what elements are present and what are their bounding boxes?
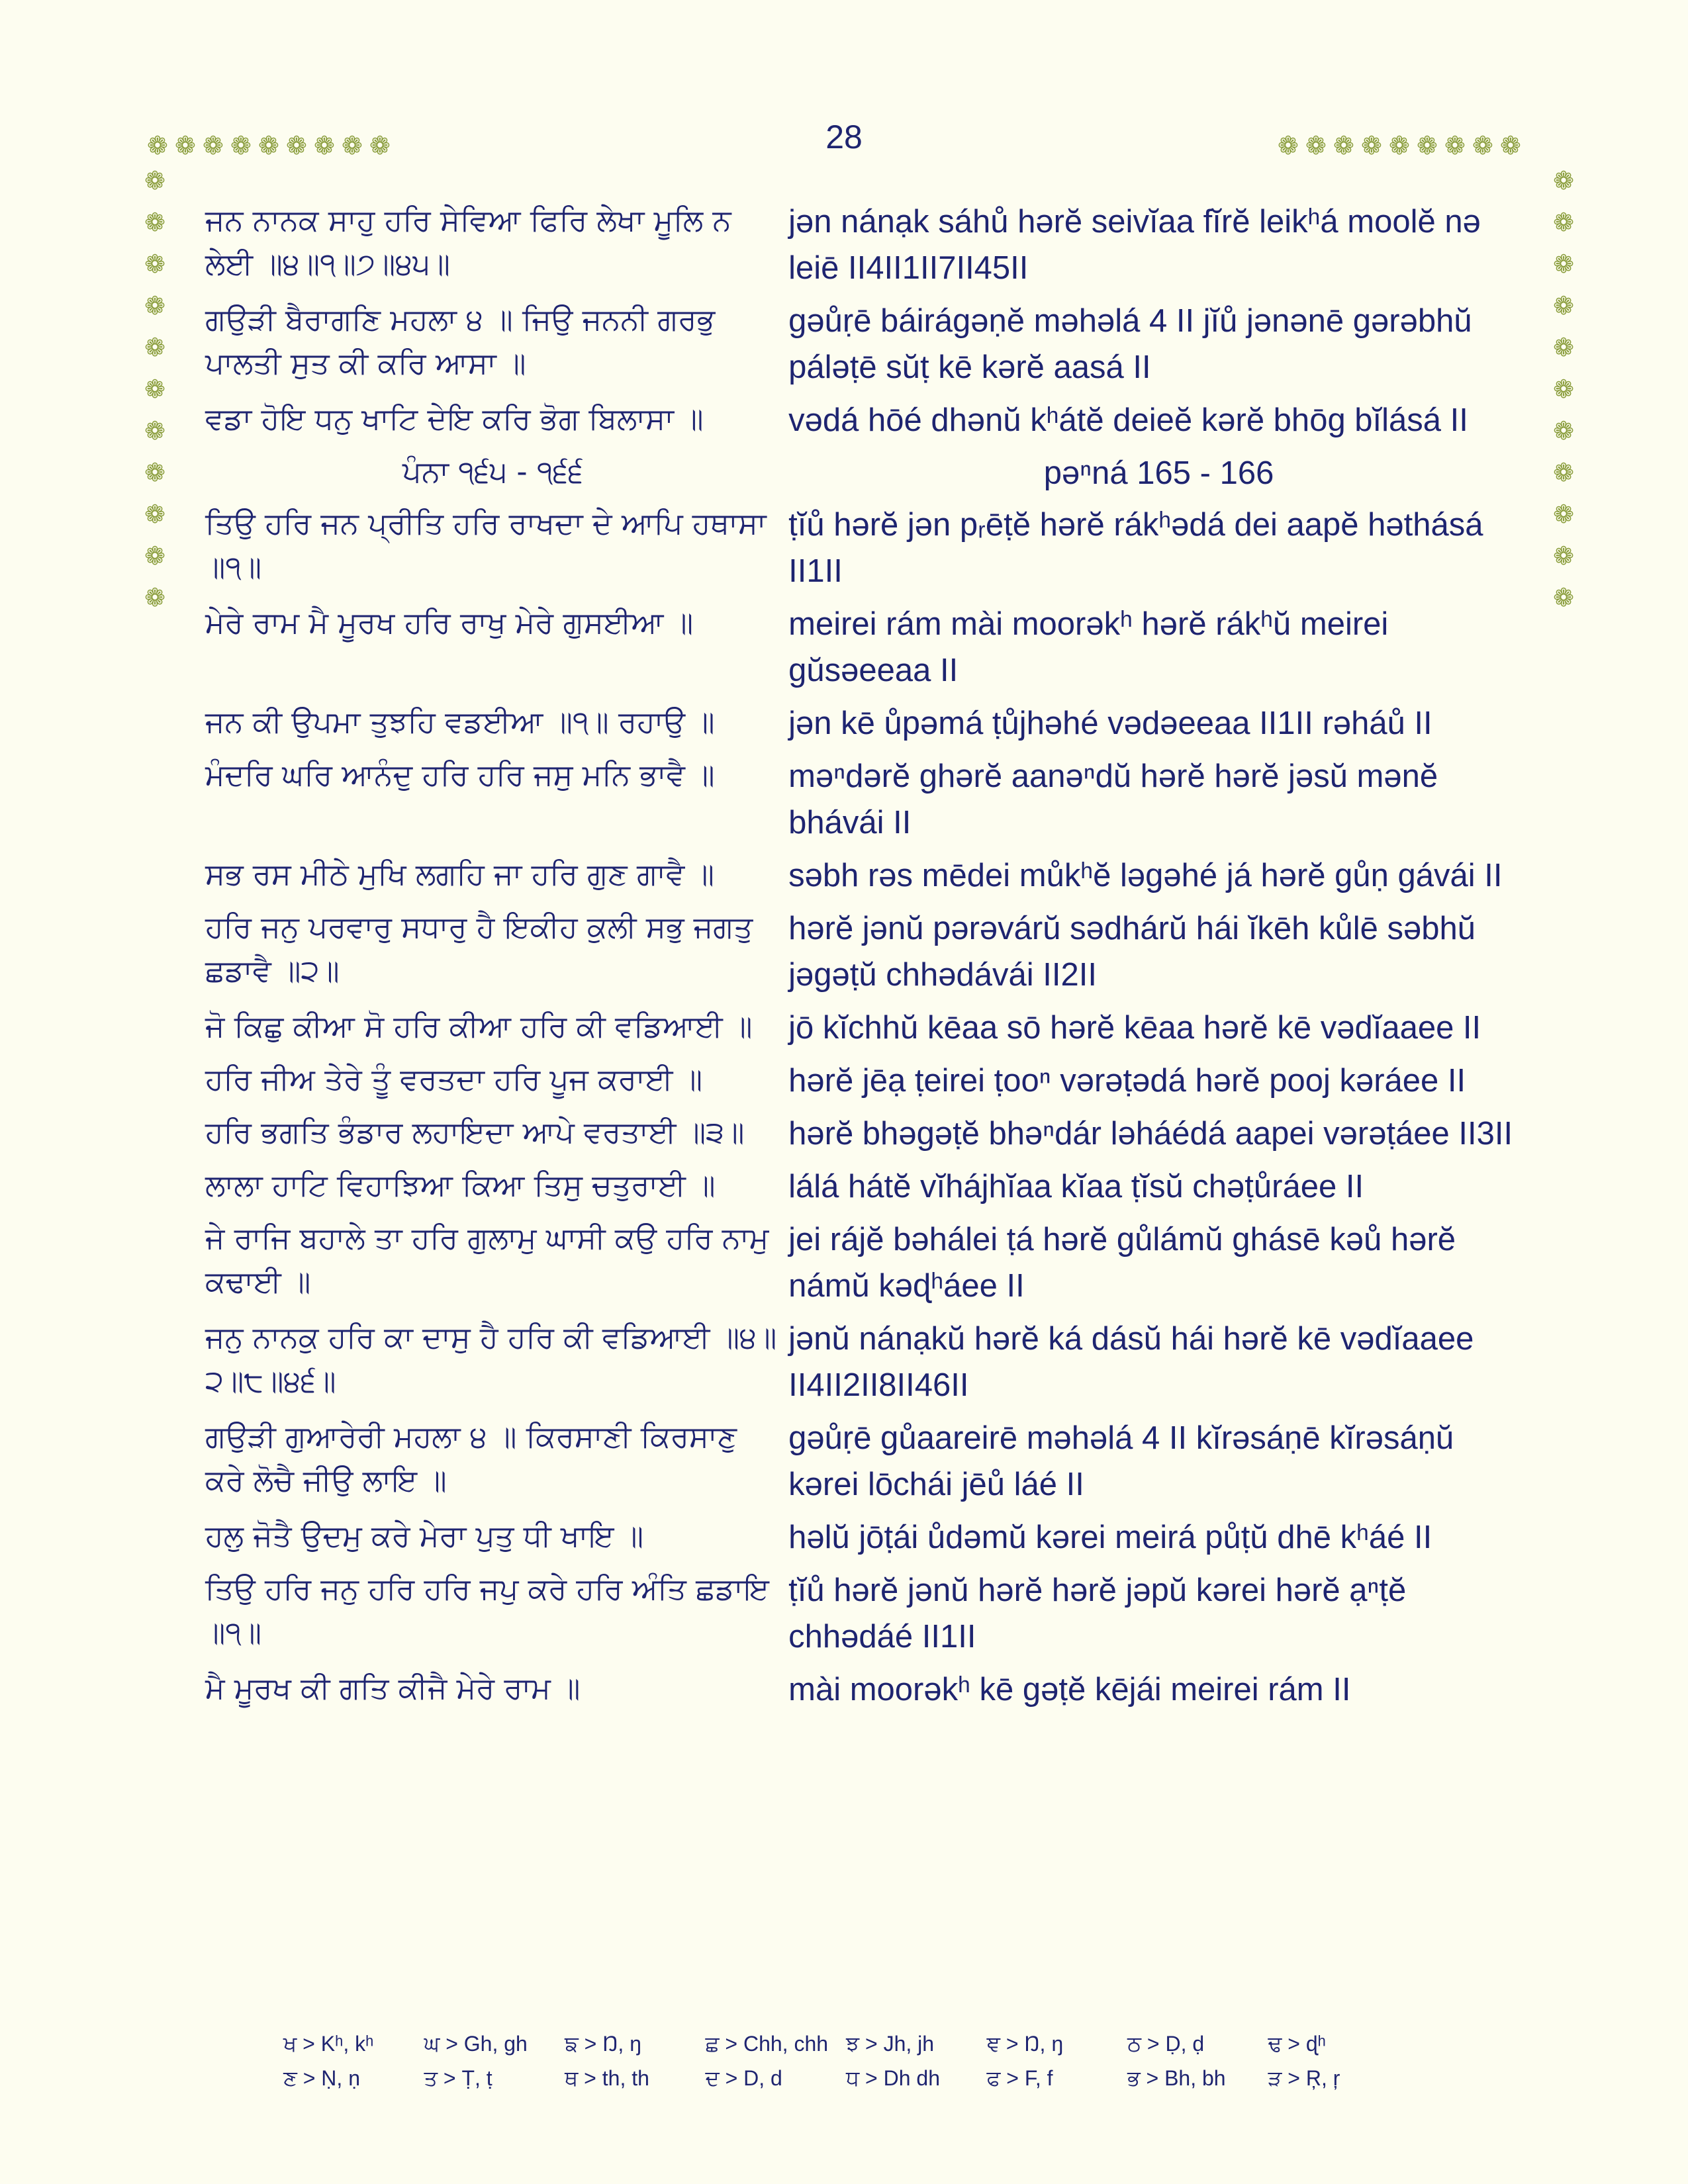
transliteration-text: hərĕ jēạ ṭeirei ṭooⁿ vərəṭədá hərĕ pooj kəráee II bbox=[788, 1063, 1466, 1099]
verse-row bbox=[205, 397, 1529, 443]
gurmukhi-text: ਜਨੁ ਨਾਨਕੁ ਹਰਿ ਕਾ ਦਾਸੁ ਹੈ ਹਰਿ ਕੀ ਵਡਿਆਈ ॥੪॥੨॥੮॥੪੬॥ bbox=[205, 1320, 777, 1398]
verse-row bbox=[205, 1415, 1529, 1508]
flower-ornament-icon: ❁ bbox=[1472, 132, 1503, 160]
legend-item: ੜ > Ŗ, ŗ bbox=[1268, 2066, 1340, 2090]
gurmukhi-text: ਜਨ ਕੀ ਉਪਮਾ ਤੁਝਹਿ ਵਡਈਆ ॥੧॥ ਰਹਾਉ ॥ bbox=[205, 704, 715, 739]
legend-row bbox=[283, 2026, 1409, 2061]
gurmukhi-text: ਲਾਲਾ ਹਾਟਿ ਵਿਹਾਝਿਆ ਕਿਆ ਤਿਸੁ ਚਤੁਰਾਈ ॥ bbox=[205, 1167, 716, 1203]
verse-row bbox=[205, 905, 1529, 998]
transliteration-text: ṭĭů hərĕ jən pᵣēṭĕ hərĕ rákʰədá dei aapĕ həthásá II1II bbox=[788, 507, 1483, 589]
legend-item: ਭ > Bh, bh bbox=[1127, 2066, 1226, 2090]
flower-ornament-icon: ❁ bbox=[144, 459, 165, 487]
gurmukhi-text: ਹਲੁ ਜੋਤੈ ਉਦਮੁ ਕਰੇ ਮੇਰਾ ਪੁਤੁ ਧੀ ਖਾਇ ॥ bbox=[205, 1518, 644, 1553]
gurmukhi-text: ਮੈ ਮੂਰਖ ਕੀ ਗਤਿ ਕੀਜੈ ਮੇਰੇ ਰਾਮ ॥ bbox=[205, 1670, 581, 1706]
transliteration-text: jən nánạk sáhů hərĕ seivĭaa fĭrĕ leikʰá moolĕ nə leiē II4II1II7II45II bbox=[788, 204, 1481, 286]
legend-item: ਣ > Ṇ, ṇ bbox=[283, 2066, 360, 2090]
gurmukhi-text: ਪੰਨਾ ੧੬੫ - ੧੬੬ bbox=[402, 454, 584, 489]
transliteration-text: səbh rəs mēdei můkʰĕ ləgəhé já hərĕ gůṇ gávái II bbox=[788, 858, 1503, 893]
flower-ornament-icon: ❁ bbox=[1553, 459, 1574, 487]
left-ornament-border bbox=[140, 169, 169, 627]
legend-item: ਞ > Ŋ, ŋ bbox=[986, 2032, 1064, 2056]
flower-ornament-icon: ❁ bbox=[144, 418, 165, 445]
transliteration-text: pəⁿná 165 - 166 bbox=[1043, 455, 1274, 491]
flower-ornament-icon: ❁ bbox=[144, 293, 165, 320]
flower-ornament-icon: ❁ bbox=[230, 132, 261, 160]
flower-ornament-icon: ❁ bbox=[144, 251, 165, 279]
flower-ornament-icon: ❁ bbox=[175, 132, 205, 160]
flower-ornament-icon: ❁ bbox=[144, 376, 165, 404]
verse-row bbox=[205, 1058, 1529, 1104]
transliteration-text: hərĕ bhəgəṭĕ bhəⁿdár ləháédá aapei vərəṭáee II3II bbox=[788, 1116, 1513, 1152]
flower-ornament-icon: ❁ bbox=[1553, 543, 1574, 570]
verse-row bbox=[205, 1666, 1529, 1713]
transliteration-text: lálá hátĕ vĭhájhĭaa kĭaa ṭĭsŭ chəṭůráee II bbox=[788, 1169, 1364, 1205]
gurmukhi-text: ਗਉੜੀ ਬੈਰਾਗਣਿ ਮਹਲਾ ੪ ॥ ਜਿਉ ਜਨਨੀ ਗਰਭੁ ਪਾਲਤੀ ਸੁਤ ਕੀ ਕਰਿ ਆਸਾ ॥ bbox=[205, 302, 716, 381]
flower-ornament-icon: ❁ bbox=[1553, 251, 1574, 279]
legend-item: ਢ > ɖʰ bbox=[1268, 2032, 1326, 2056]
flower-ornament-icon: ❁ bbox=[1553, 376, 1574, 404]
transliteration-text: hərĕ jənŭ pərəvárŭ sədhárŭ hái ĭkēh kůlē səbhŭ jəgəṭŭ chhədávái II2II bbox=[788, 911, 1476, 993]
flower-ornament-icon: ❁ bbox=[1278, 132, 1308, 160]
legend-item: ਥ > th, th bbox=[565, 2066, 649, 2090]
flower-ornament-icon: ❁ bbox=[258, 132, 289, 160]
verse-row bbox=[205, 1111, 1529, 1157]
gurmukhi-text: ਗਉੜੀ ਗੁਆਰੇਰੀ ਮਹਲਾ ੪ ॥ ਕਿਰਸਾਣੀ ਕਿਰਸਾਣੁ ਕਰੇ ਲੋਚੈ ਜੀਉ ਲਾਇ ॥ bbox=[205, 1419, 737, 1498]
gurmukhi-text: ਮੇਰੇ ਰਾਮ ਮੈ ਮੂਰਖ ਹਰਿ ਰਾਖੁ ਮੇਰੇ ਗੁਸਈਆ ॥ bbox=[205, 605, 694, 640]
flower-ornament-icon: ❁ bbox=[1553, 584, 1574, 612]
flower-ornament-icon: ❁ bbox=[342, 132, 372, 160]
flower-ornament-icon: ❁ bbox=[1333, 132, 1364, 160]
flower-ornament-icon: ❁ bbox=[1553, 501, 1574, 529]
verse-row bbox=[205, 753, 1529, 846]
transliteration-text: gəůṛē báirágəṇĕ məhəlá 4 II jĭů jənənē gərəbhŭ páləṭē sŭṭ kē kərĕ aasá II bbox=[788, 303, 1472, 385]
transliteration-text: vədá hōé dhənŭ kʰátĕ deieĕ kərĕ bhōg bĭlásá II bbox=[788, 402, 1468, 438]
legend-item: ਫ > F, f bbox=[986, 2066, 1053, 2090]
transliteration-text: jən kē ůpəmá ṭůjhəhé vədəeeaa II1II rəháů II bbox=[788, 705, 1432, 741]
verse-row bbox=[205, 1567, 1529, 1660]
flower-ornament-icon: ❁ bbox=[314, 132, 344, 160]
verse-row bbox=[205, 298, 1529, 390]
legend-item: ਝ > Jh, jh bbox=[846, 2032, 935, 2056]
verse-row bbox=[205, 700, 1529, 747]
flower-ornament-icon: ❁ bbox=[1444, 132, 1475, 160]
flower-ornament-icon: ❁ bbox=[203, 132, 233, 160]
gurmukhi-text: ਸਭ ਰਸ ਮੀਠੇ ਮੁਖਿ ਲਗਹਿ ਜਾ ਹਰਿ ਗੁਣ ਗਾਵੈ ॥ bbox=[205, 856, 714, 891]
page-number: 28 bbox=[825, 118, 863, 156]
transliteration-text: meirei rám mài moorəkʰ hərĕ rákʰŭ meirei gŭsəeeaa II bbox=[788, 606, 1389, 688]
legend-item: ਛ > Chh, chh bbox=[705, 2032, 829, 2056]
flower-ornament-icon: ❁ bbox=[144, 584, 165, 612]
top-left-ornament-border bbox=[147, 132, 400, 160]
gurmukhi-text: ਹਰਿ ਜਨੁ ਪਰਵਾਰੁ ਸਧਾਰੁ ਹੈ ਇਕੀਹ ਕੁਲੀ ਸਭੁ ਜਗਤੁ ਛਡਾਵੈ ॥੨॥ bbox=[205, 909, 753, 988]
gurmukhi-text: ਮੰਦਰਿ ਘਰਿ ਆਨੰਦੁ ਹਰਿ ਹਰਿ ਜਸੁ ਮਨਿ ਭਾਵੈ ॥ bbox=[205, 757, 715, 792]
transliteration-text: gəůṛē gůaareirē məhəlá 4 II kĭrəsáṇē kĭrəsáṇŭ kərei lōchái jēů láé II bbox=[788, 1420, 1454, 1502]
legend-row bbox=[283, 2061, 1409, 2095]
verse-row bbox=[205, 1005, 1529, 1051]
flower-ornament-icon: ❁ bbox=[144, 501, 165, 529]
flower-ornament-icon: ❁ bbox=[144, 543, 165, 570]
legend-item: ਤ > Ṭ, ṭ bbox=[424, 2066, 492, 2090]
flower-ornament-icon: ❁ bbox=[1553, 167, 1574, 195]
legend-item: ਦ > D, d bbox=[705, 2066, 782, 2090]
verse-row bbox=[205, 502, 1529, 594]
verse-table bbox=[205, 199, 1529, 1719]
top-right-ornament-border bbox=[1278, 134, 1528, 159]
gurmukhi-text: ਜੇ ਰਾਜਿ ਬਹਾਲੇ ਤਾ ਹਰਿ ਗੁਲਾਮੁ ਘਾਸੀ ਕਉ ਹਰਿ ਨਾਮੁ ਕਢਾਈ ॥ bbox=[205, 1220, 769, 1299]
flower-ornament-icon: ❁ bbox=[1305, 132, 1336, 160]
verse-row bbox=[205, 1216, 1529, 1309]
transliteration-text: jei rájĕ bəhálei ṭá hərĕ gůlámŭ ghásē kəů hərĕ námŭ kəɖʰáee II bbox=[788, 1222, 1456, 1304]
flower-ornament-icon: ❁ bbox=[1553, 418, 1574, 445]
right-ornament-border bbox=[1549, 169, 1578, 627]
flower-ornament-icon: ❁ bbox=[1389, 132, 1419, 160]
flower-ornament-icon: ❁ bbox=[1500, 132, 1530, 160]
gurmukhi-text: ਹਰਿ ਭਗਤਿ ਭੰਡਾਰ ਲਹਾਇਦਾ ਆਪੇ ਵਰਤਾਈ ॥੩॥ bbox=[205, 1115, 745, 1150]
page-range-heading bbox=[205, 450, 1529, 496]
flower-ornament-icon: ❁ bbox=[1553, 293, 1574, 320]
flower-ornament-icon: ❁ bbox=[1361, 132, 1391, 160]
transliteration-text: mài moorəkʰ kē gəṭĕ kējái meirei rám II bbox=[788, 1672, 1351, 1707]
legend-item: ਘ > Gh, gh bbox=[424, 2032, 528, 2056]
verse-row bbox=[205, 1163, 1529, 1210]
flower-ornament-icon: ❁ bbox=[1553, 209, 1574, 237]
transliteration-text: jō kĭchhŭ kēaa sō hərĕ kēaa hərĕ kē vədĭaaee II bbox=[788, 1010, 1481, 1046]
flower-ornament-icon: ❁ bbox=[147, 132, 177, 160]
transliteration-legend bbox=[283, 2026, 1409, 2095]
flower-ornament-icon: ❁ bbox=[369, 132, 400, 160]
flower-ornament-icon: ❁ bbox=[144, 167, 165, 195]
legend-item: ਧ > Dh dh bbox=[846, 2066, 941, 2090]
verse-row bbox=[205, 601, 1529, 694]
legend-item: ਠ > Ḍ, ḍ bbox=[1127, 2032, 1205, 2056]
verse-row bbox=[205, 1316, 1529, 1408]
transliteration-text: məⁿdərĕ ghərĕ aanəⁿdŭ hərĕ hərĕ jəsŭ mənĕ bhávái II bbox=[788, 758, 1438, 841]
legend-item: ਙ > Ŋ, ŋ bbox=[565, 2032, 641, 2056]
gurmukhi-text: ਵਡਾ ਹੋਇ ਧਨੁ ਖਾਟਿ ਦੇਇ ਕਰਿ ਭੋਗ ਬਿਲਾਸਾ ॥ bbox=[205, 401, 704, 436]
transliteration-text: həlŭ jōṭái ůdəmŭ kərei meirá půṭŭ dhē kʰáé II bbox=[788, 1520, 1432, 1555]
transliteration-text: ṭĭů hərĕ jənŭ hərĕ hərĕ jəpŭ kərei hərĕ ạⁿṭĕ chhədáé II1II bbox=[788, 1572, 1407, 1655]
flower-ornament-icon: ❁ bbox=[1417, 132, 1447, 160]
gurmukhi-text: ਤਿਉ ਹਰਿ ਜਨੁ ਹਰਿ ਹਰਿ ਜਪੁ ਕਰੇ ਹਰਿ ਅੰਤਿ ਛਡਾਇ ॥੧॥ bbox=[205, 1571, 769, 1650]
verse-row bbox=[205, 852, 1529, 899]
verse-row bbox=[205, 1514, 1529, 1561]
flower-ornament-icon: ❁ bbox=[1553, 334, 1574, 362]
legend-item: ਖ > Kʰ, kʰ bbox=[283, 2032, 374, 2056]
flower-ornament-icon: ❁ bbox=[286, 132, 316, 160]
flower-ornament-icon: ❁ bbox=[144, 209, 165, 237]
gurmukhi-text: ਜਨ ਨਾਨਕ ਸਾਹੁ ਹਰਿ ਸੇਵਿਆ ਫਿਰਿ ਲੇਖਾ ਮੂਲਿ ਨ ਲੇਈ ॥੪॥੧॥੭॥੪੫॥ bbox=[205, 203, 731, 281]
flower-ornament-icon: ❁ bbox=[144, 334, 165, 362]
verse-row bbox=[205, 199, 1529, 291]
gurmukhi-text: ਹਰਿ ਜੀਅ ਤੇਰੇ ਤੂੰ ਵਰਤਦਾ ਹਰਿ ਪੂਜ ਕਰਾਈ ॥ bbox=[205, 1062, 703, 1097]
transliteration-text: jənŭ nánạkŭ hərĕ ká dásŭ hái hərĕ kē vədĭaaee II4II2II8II46II bbox=[788, 1321, 1474, 1403]
gurmukhi-text: ਜੋ ਕਿਛੁ ਕੀਆ ਸੋ ਹਰਿ ਕੀਆ ਹਰਿ ਕੀ ਵਡਿਆਈ ॥ bbox=[205, 1009, 753, 1044]
gurmukhi-text: ਤਿਉ ਹਰਿ ਜਨ ਪ੍ਰੀਤਿ ਹਰਿ ਰਾਖਦਾ ਦੇ ਆਪਿ ਹਥਾਸਾ ॥੧॥ bbox=[205, 506, 767, 584]
